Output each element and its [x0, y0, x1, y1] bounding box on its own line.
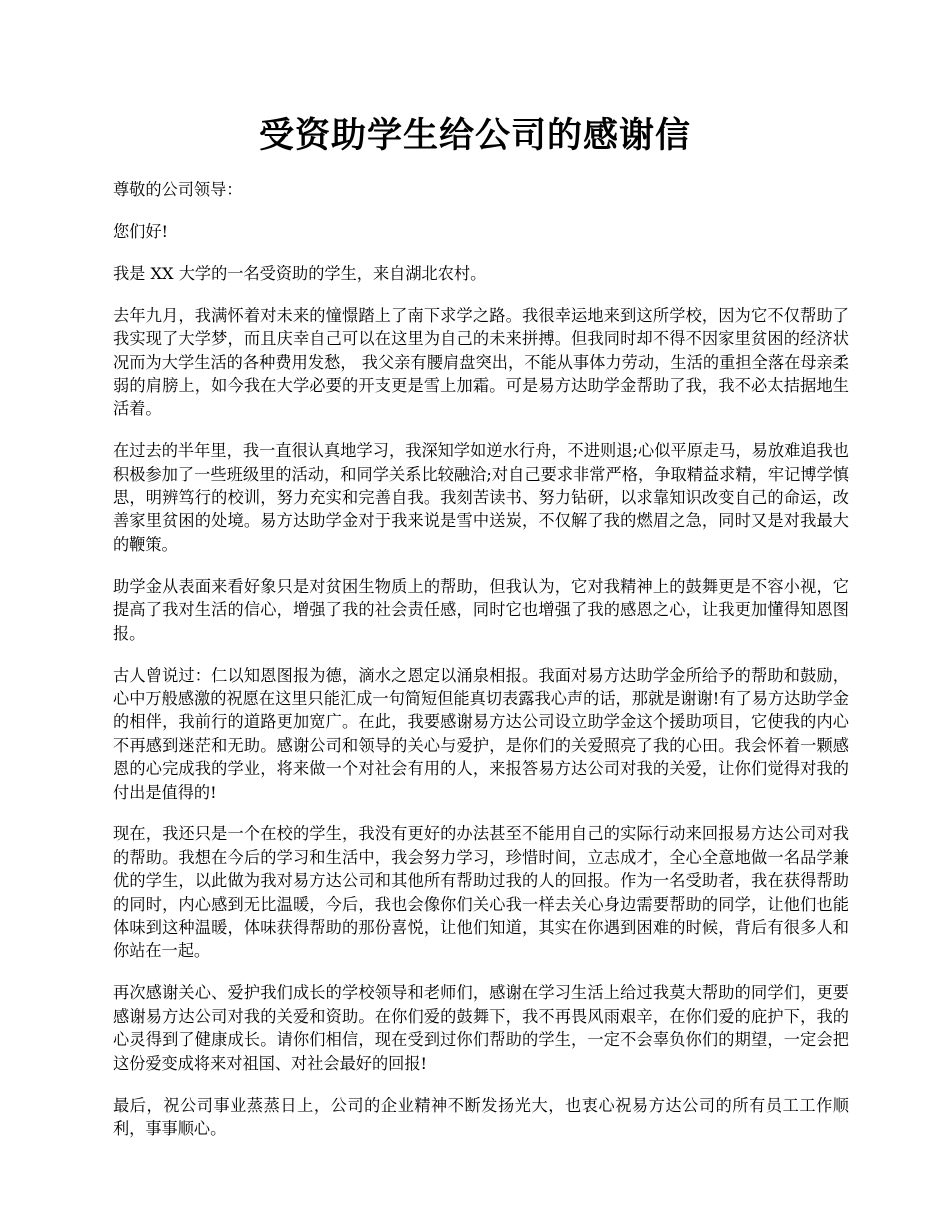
greeting: 您们好!: [113, 221, 169, 241]
paragraph-encouragement: 助学金从表面来看好象只是对贫困生物质上的帮助，但我认为，它对我精神上的鼓舞更是不容小视，它提高了我对生活的信心，增强了我的社会责任感，同时它也增强了我的感恩之心，让我更加懂得知恩图报。: [113, 576, 849, 643]
paragraph-study: 在过去的半年里，我一直很认真地学习，我深知学如逆水行舟，不进则退;心似平原走马，易放难追我也积极参加了一些班级里的活动，和同学关系比较融洽;对自己要求非常严格，争取精益求精，牢记博学慎思，明辨笃行的校训，努力充实和完善自我。我刻苦读书、努力钻研，以求靠知识改变自己的命运，改善家里贫困的处境。易方达助学金对于我来说是雪中送炭，不仅解了我的燃眉之急，同时又是对我最大的鞭策。: [113, 441, 849, 554]
paragraph-closing: 最后，祝公司事业蒸蒸日上，公司的企业精神不断发扬光大，也衷心祝易方达公司的所有员工工作顺利，事事顺心。: [113, 1095, 849, 1138]
salutation: 尊敬的公司领导：: [113, 180, 243, 199]
paragraph-commitment: 现在，我还只是一个在校的学生，我没有更好的办法甚至不能用自己的实际行动来回报易方达公司对我的帮助。我想在今后的学习和生活中，我会努力学习，珍惜时间，立志成才，全心全意地做一名品学兼优的学生，以此做为我对易方达公司和其他所有帮助过我的人的回报。作为一名受助者，我在获得帮助的同时，内心感到无比温暖，今后，我也会像你们关心我一样去关心身边需要帮助的同学，让他们也能体味到这种温暖，体味获得帮助的那份喜悦，让他们知道，其实在你遇到困难的时候，背后有很多人和你站在一起。: [113, 824, 849, 961]
paragraph-gratitude: 古人曾说过：仁以知恩图报为德，滴水之恩定以涌泉相报。我面对易方达助学金所给予的帮助和鼓励，心中万般感激的祝愿在这里只能汇成一句简短但能真切表露我心声的话，那就是谢谢!有了易方达助学金的相伴，我前行的道路更加宽广。在此，我要感谢易方达公司设立助学金这个援助项目，它使我的内心不再感到迷茫和无助。感谢公司和领导的关心与爱护，是你们的关爱照亮了我的心田。我会怀着一颗感恩的心完成我的学业，将来做一个对社会有用的人，来报答易方达公司对我的关爱，让你们觉得对我的付出是值得的!: [113, 665, 849, 802]
document-title: 受资助学生给公司的感谢信: [258, 115, 691, 156]
paragraph-intro: 我是 XX 大学的一名受资助的学生，来自湖北农村。: [113, 263, 487, 283]
paragraph-thanks-again: 再次感谢关心、爱护我们成长的学校领导和老师们，感谢在学习生活上给过我莫大帮助的同学们，更要感谢易方达公司对我的关爱和资助。在你们爱的鼓舞下，我不再畏风雨艰辛，在你们爱的庇护下，我的心灵得到了健康成长。请你们相信，现在受到过你们帮助的学生，一定不会辜负你们的期望，一定会把这份爱变成将来对祖国、对社会最好的回报!: [113, 983, 849, 1073]
letter-body: [113, 178, 849, 1159]
paragraph-background: 去年九月，我满怀着对未来的憧憬踏上了南下求学之路。我很幸运地来到这所学校，因为它不仅帮助了我实现了大学梦，而且庆幸自己可以在这里为自己的未来拼搏。但我同时却不得不因家里贫困的经济状况而为大学生活的各种费用发愁， 我父亲有腰肩盘突出，不能从事体力劳动，生活的重担全落在母亲柔弱的肩膀上，如今我在大学必要的开支更是雪上加霜。可是易方达助学金帮助了我，我不必太拮据地生活着。: [113, 305, 849, 419]
